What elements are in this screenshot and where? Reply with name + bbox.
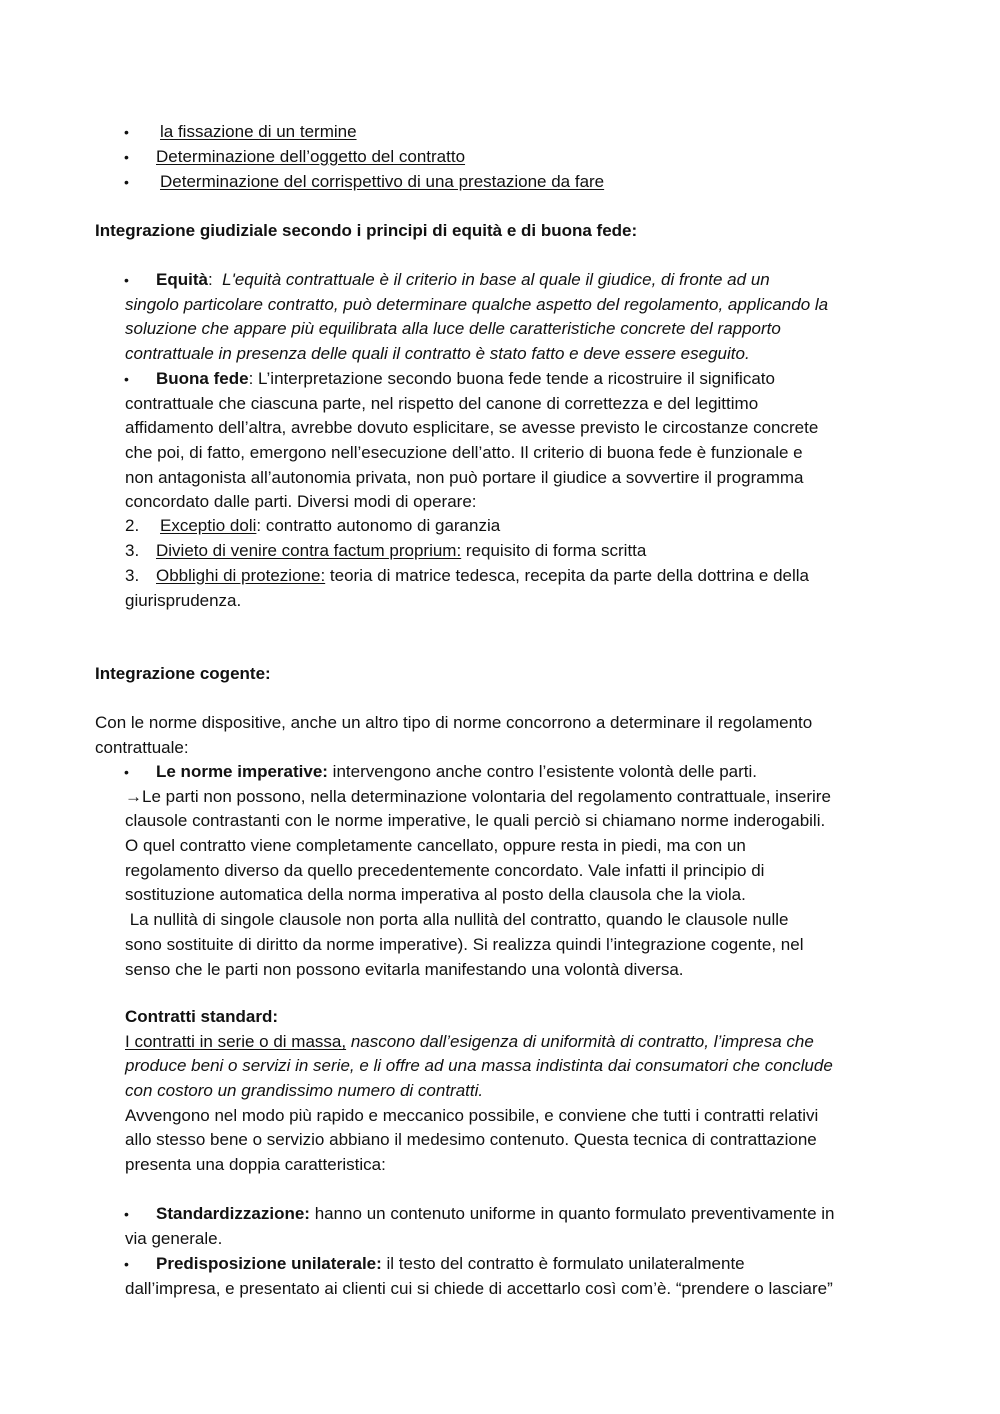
text-line: con costoro un grandissimo numero di contratti. — [125, 1081, 484, 1101]
list-item — [156, 539, 646, 564]
bullet-icon: • — [124, 1256, 129, 1272]
list-number: 2. — [125, 516, 140, 535]
list-term: Exceptio doli — [160, 516, 257, 535]
text-line: sono sostituite di diritto da norme imperative). Si realizza quindi l’integrazione cogente, nel — [125, 934, 804, 954]
text-line: giurisprudenza. — [125, 591, 242, 610]
text-line: : L’interpretazione secondo buona fede tende a ricostruire il significato — [248, 369, 775, 388]
equita-paragraph — [125, 268, 828, 367]
bullet-icon: • — [124, 124, 129, 140]
underlined-term: I contratti in serie o di massa, — [125, 1031, 347, 1051]
separator: : — [207, 270, 213, 289]
standardizzazione-item — [125, 1202, 834, 1251]
text-line: contrattuale in presenza delle quali il contratto è stato fatto e deve essere eseguito. — [125, 344, 750, 364]
text-line: che poi, di fatto, emergono nell’esecuzione dell’atto. Il criterio di buona fede è funzionale e — [125, 443, 803, 463]
bullet-icon: • — [124, 149, 129, 165]
contratti-standard-section — [125, 1005, 833, 1178]
text-line: O quel contratto viene completamente cancellato, oppure resta in piedi, ma con un — [125, 836, 746, 856]
list-number: 3. — [125, 541, 140, 560]
buona-fede-paragraph — [125, 367, 818, 515]
text-line: contrattuale che ciascuna parte, nel rispetto del canone di correttezza e del legittimo — [125, 393, 759, 413]
text-line: clausole contrastanti con le norme imperative, le quali perciò si chiamano norme inderogabili. — [125, 811, 826, 831]
text-line: →Le parti non possono, nella determinazione volontaria del regolamento contrattuale, inserire — [125, 786, 831, 806]
bullet-icon: • — [124, 272, 129, 288]
list-text: : contratto autonomo di garanzia — [256, 516, 501, 535]
text-line: dall’impresa, e presentato ai clienti cui si chiede di accettarlo così com’è. “prendere o lasciare” — [125, 1278, 833, 1298]
list-item — [160, 514, 500, 539]
text-line: La nullità di singole clausole non porta alla nullità del contratto, quando le clausole nulle — [125, 910, 789, 930]
list-number: 3. — [125, 566, 140, 585]
text-line: affidamento dell’altra, avrebbe dovuto esplicitare, se avesse previsto le circostanze concrete — [125, 418, 819, 438]
term-label: Predisposizione unilaterale: — [156, 1254, 382, 1273]
text-line: singolo particolare contratto, può determinare qualche aspetto del regolamento, applicando la — [125, 294, 829, 314]
text-line: L'equità contrattuale è il criterio in base al quale il giudice, di fronte ad un — [222, 270, 770, 289]
list-term: Obblighi di protezione: — [156, 566, 326, 585]
text-line: Avvengono nel modo più rapido e meccanico possibile, e conviene che tutti i contratti relativi — [125, 1105, 819, 1125]
text-line: via generale. — [125, 1228, 223, 1248]
text-line: intervengono anche contro l’esistente volontà delle parti. — [327, 762, 758, 781]
text-line: Con le norme dispositive, anche un altro tipo di norme concorrono a determinare il regolamento — [95, 713, 813, 732]
text-line: soluzione che appare più equilibrata alla luce delle caratteristiche concrete del rapporto — [125, 319, 781, 339]
text-line: produce beni o servizi in serie, e li offre ad una massa indistinta dai consumatori che conclude — [125, 1056, 833, 1076]
bullet-icon: • — [124, 174, 129, 190]
term-label: Le norme imperative: — [156, 762, 328, 781]
cogente-intro — [95, 711, 812, 760]
section-heading: Integrazione cogente: — [95, 664, 271, 683]
text-line: allo stesso bene o servizio abbiano il medesimo contenuto. Questa tecnica di contrattazione — [125, 1130, 817, 1150]
term-label: Buona fede — [156, 369, 249, 388]
text-line: non antagonista all’autonomia privata, non può portare il giudice a sovvertire il programma — [125, 467, 804, 487]
term-label: Equità — [156, 270, 208, 289]
text-line: hanno un contenuto uniforme in quanto formulato preventivamente in — [309, 1204, 835, 1223]
text-line: concordato dalle parti. Diversi modi di operare: — [125, 492, 477, 512]
bullet-icon: • — [124, 764, 129, 780]
section-heading: Integrazione giudiziale secondo i principi di equità e di buona fede: — [95, 221, 638, 240]
term-label: Standardizzazione: — [156, 1204, 310, 1223]
text-line: nascono dall’esigenza di uniformità di contratto, l’impresa che — [346, 1031, 814, 1051]
list-item — [156, 564, 809, 589]
list-item: Determinazione dell’oggetto del contratto — [156, 147, 466, 166]
subsection-heading: Contratti standard: — [125, 1007, 278, 1026]
list-text: requisito di forma scritta — [461, 541, 647, 560]
list-item: la fissazione di un termine — [160, 122, 357, 141]
text-line: senso che le parti non possono evitarla manifestando una volontà diversa. — [125, 959, 684, 979]
text-line: contrattuale: — [95, 737, 189, 757]
text-line: presenta una doppia caratteristica: — [125, 1155, 386, 1175]
norme-imperative-paragraph — [125, 760, 831, 982]
text-line: il testo del contratto è formulato unilateralmente — [381, 1254, 745, 1273]
text-line: regolamento diverso da quello precedentemente concordato. Vale infatti il principio di — [125, 860, 765, 880]
list-item: Determinazione del corrispettivo di una prestazione da fare — [160, 172, 605, 191]
list-text: teoria di matrice tedesca, recepita da parte della dottrina e della — [325, 566, 810, 585]
bullet-icon: • — [124, 371, 129, 387]
predisposizione-item — [125, 1252, 833, 1301]
list-term: Divieto di venire contra factum proprium: — [156, 541, 462, 560]
bullet-icon: • — [124, 1206, 129, 1222]
text-line: sostituzione automatica della norma imperativa al posto della clausola che la viola. — [125, 885, 746, 905]
